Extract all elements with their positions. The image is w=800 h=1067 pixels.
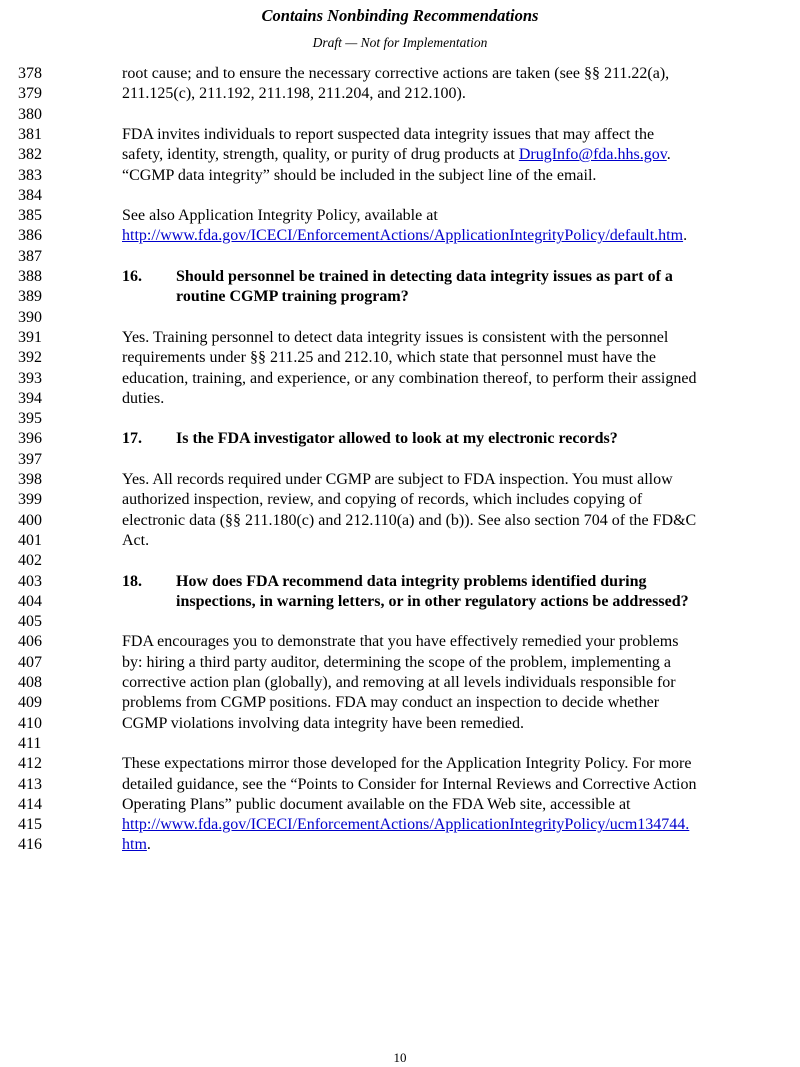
line-text (122, 470, 673, 490)
document-line (0, 267, 800, 287)
line-text (122, 226, 687, 246)
document-line (0, 450, 800, 470)
line-number: 387 (18, 247, 42, 265)
text-run: education, training, and experience, or any combination thereof, to perform their assigned (122, 369, 697, 387)
text-run: . (666, 146, 671, 164)
line-number: 402 (18, 552, 42, 570)
line-number: 380 (18, 105, 42, 123)
line-number: 405 (18, 613, 42, 631)
line-number: 393 (18, 369, 42, 387)
line-text (122, 125, 654, 145)
line-number: 415 (18, 816, 42, 834)
line-number: 395 (18, 410, 42, 428)
document-line (0, 673, 800, 693)
document-line (0, 206, 800, 226)
text-run: by: hiring a third party auditor, determining the scope of the problem, implementing a (122, 653, 671, 671)
line-number: 389 (18, 288, 42, 306)
text-run: FDA invites individuals to report suspected data integrity issues that may affect the (122, 125, 655, 143)
question-number: 16. (122, 268, 142, 285)
line-number: 398 (18, 471, 42, 488)
text-run: detailed guidance, see the “Points to Consider for Internal Reviews and Corrective Action (122, 775, 697, 793)
text-run: corrective action plan (globally), and removing at all levels individuals responsible for (122, 674, 676, 691)
text-run: safety, identity, strength, quality, or purity of drug products at (122, 146, 519, 164)
line-text (122, 145, 671, 165)
text-run: See also Application Integrity Policy, available at (122, 207, 438, 225)
line-number: 386 (18, 227, 42, 245)
line-text (122, 632, 678, 652)
question-number: 18. (122, 572, 142, 590)
text-run: electronic data (§§ 211.180(c) and 212.110(a) and (b)). See also section 704 of the FD&C (122, 511, 697, 529)
text-run: These expectations mirror those developed for the Application Integrity Policy. For more (122, 755, 692, 773)
document-line (0, 531, 800, 551)
line-number: 399 (18, 491, 42, 509)
document-line (0, 348, 800, 368)
document-line (0, 429, 800, 449)
text-run: duties. (122, 389, 165, 407)
document-line (0, 815, 800, 835)
hyperlink[interactable]: http://www.fda.gov/ICECI/EnforcementActions/ApplicationIntegrityPolicy/default.htm (122, 227, 684, 245)
line-number: 397 (18, 450, 42, 468)
document-line (0, 714, 800, 734)
line-text (122, 166, 596, 186)
text-run: authorized inspection, review, and copying of records, which includes copying of (122, 491, 643, 509)
text-run: root cause; and to ensure the necessary corrective actions are taken (see §§ 211.22(a), (122, 65, 670, 82)
document-line (0, 551, 800, 571)
document-line (0, 734, 800, 754)
document-line (0, 287, 800, 307)
document-line (0, 64, 800, 84)
line-text (122, 673, 676, 693)
line-number: 390 (18, 308, 42, 326)
document-line (0, 693, 800, 713)
line-text (122, 64, 669, 84)
line-number: 396 (18, 430, 42, 448)
line-number: 404 (18, 592, 42, 610)
document-line (0, 186, 800, 206)
line-text (122, 206, 438, 226)
text-run: . (683, 227, 688, 245)
question-number: 17. (122, 430, 142, 448)
text-run: Operating Plans” public document available on the FDA Web site, accessible at (122, 795, 631, 813)
text-run: Yes. Training personnel to detect data integrity issues is consistent with the personnel (122, 328, 669, 346)
document-line (0, 84, 800, 104)
line-text (122, 775, 697, 795)
question-heading: How does FDA recommend data integrity problems identified during (176, 572, 647, 590)
line-text (122, 531, 149, 551)
text-run: 211.125(c), 211.192, 211.198, 211.204, and 212.100). (122, 85, 466, 103)
question-heading: Should personnel be trained in detecting data integrity issues as part of a (176, 268, 673, 285)
line-text (122, 693, 659, 713)
line-number: 391 (18, 328, 42, 346)
line-number: 401 (18, 531, 42, 549)
line-number: 381 (18, 125, 42, 143)
line-number: 410 (18, 714, 42, 732)
line-text (122, 815, 689, 835)
line-text (122, 714, 524, 734)
document-line (0, 105, 800, 125)
line-number: 378 (18, 65, 42, 82)
text-run: Yes. All records required under CGMP are subject to FDA inspection. You must allow (122, 471, 673, 488)
document-line (0, 754, 800, 774)
line-number: 385 (18, 207, 42, 225)
document-line (0, 612, 800, 632)
text-run: CGMP violations involving data integrity have been remedied. (122, 714, 524, 732)
line-number: 383 (18, 166, 42, 184)
line-text (122, 490, 642, 510)
line-text (122, 389, 164, 409)
line-number: 406 (18, 633, 42, 651)
question-heading: routine CGMP training program? (176, 288, 409, 306)
document-line (0, 145, 800, 165)
document-line (0, 775, 800, 795)
text-run: . (146, 836, 151, 854)
page-number: 10 (393, 1050, 407, 1065)
line-number: 412 (18, 755, 42, 773)
text-run: problems from CGMP positions. FDA may conduct an inspection to decide whether (122, 694, 660, 712)
line-number: 384 (18, 186, 42, 204)
line-text (122, 348, 656, 368)
question-heading: Is the FDA investigator allowed to look at my electronic records? (176, 430, 618, 448)
line-number: 407 (18, 653, 42, 671)
hyperlink[interactable]: http://www.fda.gov/ICECI/EnforcementActions/ApplicationIntegrityPolicy/ucm134744. (122, 816, 690, 834)
line-number: 392 (18, 349, 42, 367)
line-text (122, 835, 151, 855)
question-heading: inspections, in warning letters, or in other regulatory actions be addressed? (176, 592, 689, 610)
header-title: Contains Nonbinding Recommendations (261, 6, 539, 25)
line-text (122, 84, 466, 104)
line-text (122, 328, 668, 348)
line-text (122, 653, 671, 673)
document-line (0, 247, 800, 267)
line-number: 416 (18, 836, 42, 854)
document-line (0, 308, 800, 328)
line-number: 379 (18, 85, 42, 103)
text-run: FDA encourages you to demonstrate that you have effectively remedied your problems (122, 633, 679, 651)
document-line (0, 409, 800, 429)
document-line (0, 835, 800, 855)
text-run: “CGMP data integrity” should be included in the subject line of the email. (122, 166, 597, 184)
line-number: 388 (18, 268, 42, 285)
document-line (0, 389, 800, 409)
document-line (0, 125, 800, 145)
document-line (0, 490, 800, 510)
document-line (0, 470, 800, 490)
line-number: 400 (18, 511, 42, 529)
document-line (0, 653, 800, 673)
document-line (0, 592, 800, 612)
header-subtitle: Draft — Not for Implementation (312, 35, 488, 50)
document-line (0, 226, 800, 246)
hyperlink[interactable]: DrugInfo@fda.hhs.gov (518, 146, 667, 164)
text-run: Act. (122, 531, 150, 549)
document-line (0, 572, 800, 592)
text-run: requirements under §§ 211.25 and 212.10, which state that personnel must have the (122, 349, 656, 367)
line-number: 408 (18, 674, 42, 691)
line-number: 414 (18, 795, 42, 813)
line-text (122, 754, 691, 774)
line-number: 413 (18, 775, 42, 793)
hyperlink[interactable]: htm (122, 836, 147, 854)
line-number: 382 (18, 146, 42, 164)
document-line (0, 328, 800, 348)
document-line (0, 795, 800, 815)
document-line (0, 369, 800, 389)
line-number: 394 (18, 389, 42, 407)
line-text (122, 369, 696, 389)
line-number: 411 (18, 734, 42, 752)
document-line (0, 511, 800, 531)
line-text (122, 795, 631, 815)
document-line (0, 166, 800, 186)
line-text (122, 511, 696, 531)
line-number: 403 (18, 572, 42, 590)
line-number: 409 (18, 694, 42, 712)
document-line (0, 632, 800, 652)
